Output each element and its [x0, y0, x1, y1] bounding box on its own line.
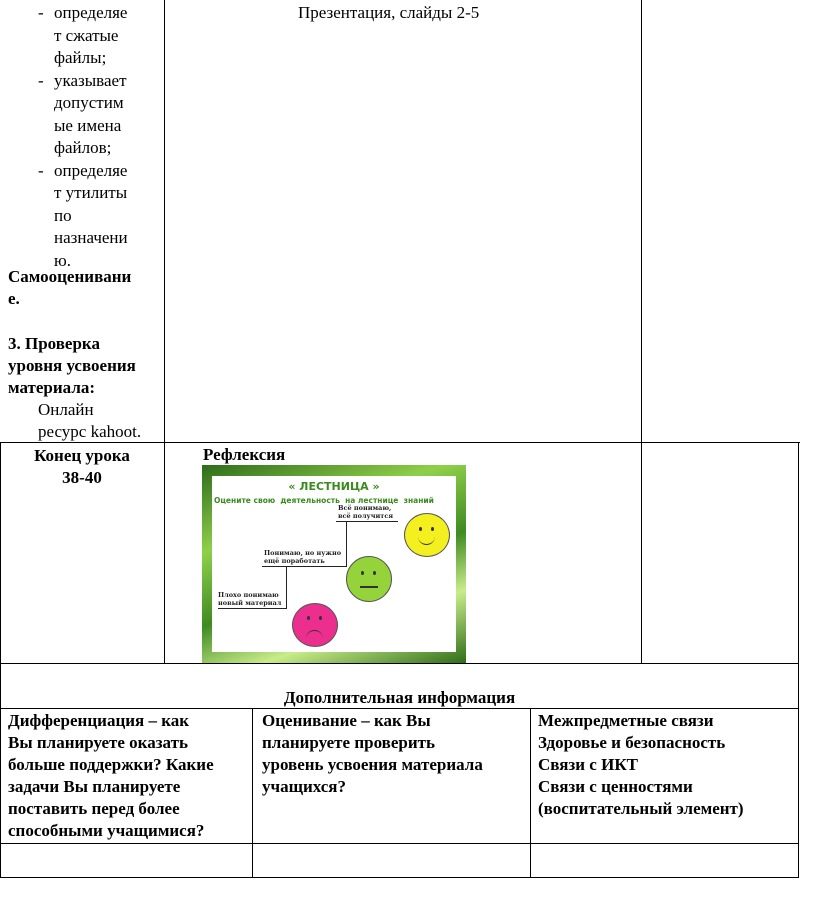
list-item: - определяе т утилиты по назначени ю. [38, 160, 128, 270]
ladder-step-mid [262, 566, 346, 567]
list-item: - указывает допустим ые имена файлов; [38, 70, 127, 157]
ladder-panel [212, 476, 456, 652]
table-row-divider-3 [0, 708, 799, 709]
table-border-top-right-top [641, 0, 642, 443]
table-col-divider-b [530, 708, 531, 878]
list-item: - определяе т сжатые файлы; [38, 3, 128, 67]
level-low-label: Плохо понимаю новый материал [218, 591, 282, 607]
table-row-divider-bottom [0, 877, 799, 878]
ladder-riser-low [286, 566, 287, 609]
table-row-divider-4 [0, 843, 799, 844]
table-col-divider-a [252, 708, 253, 878]
assessment-cell: Оценивание – как Вы планируете проверить уровень усвоения материала учащихся? [262, 711, 483, 796]
cross-curricular-cell: Межпредметные связи Здоровье и безопасность Связи с ИКТ Связи с ценностями (воспитательный элемент) [538, 711, 744, 818]
happy-face-icon [404, 513, 450, 557]
sad-face-icon [292, 603, 338, 647]
ladder-step-top [336, 521, 398, 522]
table-border-left-outer [0, 442, 1, 878]
table-border-left-col [164, 0, 165, 664]
ladder-title: « ЛЕСТНИЦА » [288, 480, 380, 493]
additional-info-header: Дополнительная информация [283, 688, 516, 707]
table-border-right-row2 [641, 443, 642, 664]
competency-list [8, 2, 159, 272]
differentiation-cell: Дифференциация – как Вы планируете оказать больше поддержки? Какие задачи Вы планируете поставить перед более способными учащимися? [8, 711, 214, 840]
self-evaluation-heading: Самооценивани е. [8, 267, 132, 308]
ladder-subtitle: Оцените свою деятельность на лестнице знаний [214, 496, 434, 505]
online-resource: Онлайн ресурс kahoot. [38, 400, 142, 441]
reflection-heading: Рефлексия [203, 445, 286, 464]
lesson-end-label: Конец урока 38-40 [34, 446, 130, 487]
presentation-text: Презентация, слайды 2-5 [298, 3, 480, 22]
knowledge-ladder-image [202, 465, 466, 663]
table-row-divider-2 [0, 663, 799, 664]
level-top-label: Всё понимаю, всё получится [338, 504, 394, 520]
neutral-face-icon [346, 556, 392, 602]
table-border-right-outer [798, 442, 799, 878]
ladder-step-low [218, 608, 286, 609]
check-level-heading: 3. Проверка уровня усвоения материала: [8, 334, 136, 397]
level-mid-label: Понимаю, но нужно ещё поработать [264, 549, 342, 565]
ladder-riser-mid [346, 521, 347, 567]
